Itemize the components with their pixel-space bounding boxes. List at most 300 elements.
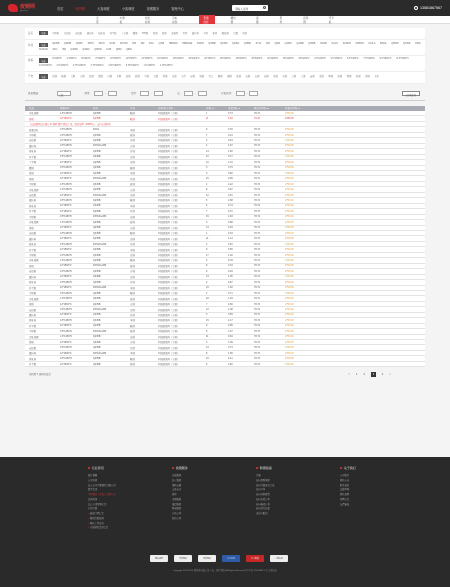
- footer-link[interactable]: 招聘信息: [340, 498, 350, 501]
- nav-item[interactable]: 现货网: [75, 6, 85, 11]
- table-cell: 0.49: [228, 269, 233, 273]
- width-label: 宽度：: [130, 92, 139, 96]
- filter-option[interactable]: 日钢: [107, 76, 113, 79]
- filter-option[interactable]: 45#: [132, 42, 136, 45]
- footer-link[interactable]: 交易安全: [172, 489, 182, 492]
- column-header[interactable]: [89, 106, 126, 110]
- footer-link[interactable]: 品质控制: [88, 498, 98, 501]
- column-header-label: 规格mm: [60, 107, 70, 111]
- filter-option[interactable]: Q460C: [284, 42, 292, 45]
- footer-link[interactable]: 北京东方恒嘉钢铁有限公司: [88, 484, 116, 487]
- filter-option[interactable]: 凌钢: [309, 76, 315, 79]
- filter-option[interactable]: Q235A: [232, 42, 240, 45]
- filter-option[interactable]: A36: [265, 42, 270, 45]
- nav-item[interactable]: 找钢服务: [146, 6, 160, 11]
- table-cell: 冷轧普碳: [29, 112, 39, 116]
- query-button[interactable]: 立即查询: [402, 91, 420, 96]
- filter-option[interactable]: 营口: [208, 76, 214, 79]
- table-cell: 1.67: [228, 144, 233, 148]
- certification-badge[interactable]: 工商认证: [270, 555, 288, 562]
- filter-option[interactable]: 南钢: [254, 76, 260, 79]
- search-input[interactable]: [232, 5, 268, 11]
- footer-link[interactable]: 物流服务: [172, 508, 182, 511]
- filter-option[interactable]: 5.75*1500*C: [125, 65, 139, 68]
- table-row[interactable]: [25, 362, 425, 367]
- table-cell: 78.72: [254, 182, 260, 186]
- filter-option[interactable]: 2.5*1250*C: [56, 65, 69, 68]
- filter-option[interactable]: 焊管: [182, 32, 188, 35]
- table-cell: Q345B: [93, 204, 101, 208]
- table-cell: 0.5*1250*C: [60, 318, 73, 322]
- filter-option[interactable]: 方管: [203, 32, 208, 35]
- filter-option[interactable]: ST12: [255, 42, 262, 45]
- footer-link[interactable]: 网站地图: [340, 494, 350, 496]
- filter-option[interactable]: 9.5*1800*C: [379, 58, 392, 61]
- subnav-item[interactable]: 热轧板卷: [145, 16, 151, 24]
- length-max-input[interactable]: [198, 91, 207, 96]
- footer-link[interactable]: ▪ 其他钢铁资讯信息: [88, 526, 172, 531]
- table-cell: 0.67: [228, 188, 233, 192]
- footer-link[interactable]: 如何查看订单: [256, 498, 270, 501]
- filter-option[interactable]: Q550D: [391, 42, 399, 45]
- filter-option[interactable]: Q345D: [220, 42, 228, 45]
- table-cell: 0.99: [228, 177, 233, 181]
- filter-option[interactable]: Q355D: [243, 42, 252, 45]
- filter-option[interactable]: 20*2000*C: [188, 58, 200, 61]
- footer-link[interactable]: 如何注册成为会员: [256, 484, 275, 487]
- table-cell: 1.47: [228, 329, 233, 333]
- footer-link[interactable]: 法律声明: [340, 489, 350, 492]
- footer-link[interactable]: 钢材运输: [172, 484, 182, 487]
- filter-option[interactable]: 全部: [39, 31, 48, 36]
- filter-option[interactable]: 圆钢: [161, 32, 167, 35]
- filter-option[interactable]: 4.25*1500*C: [108, 65, 122, 68]
- subnav-item[interactable]: 涂镀: [256, 16, 259, 24]
- certification-badge[interactable]: 网站备案: [150, 555, 168, 562]
- filter-option[interactable]: Q345B: [63, 42, 72, 45]
- table-cell: 镀锌卷: [29, 275, 37, 279]
- subnav-item[interactable]: 全部: [96, 16, 99, 24]
- filter-option[interactable]: 10*1500*C: [109, 58, 122, 61]
- filter-option[interactable]: Q390C: [82, 49, 90, 52]
- filter-option[interactable]: 全部: [39, 43, 48, 48]
- filter-option[interactable]: SCM440: [39, 49, 48, 52]
- filter-option[interactable]: 梅钢: [199, 76, 205, 79]
- column-header[interactable]: [224, 106, 250, 110]
- footer-link[interactable]: 我的订单: [172, 517, 182, 520]
- filter-option[interactable]: 济钢: [190, 76, 195, 79]
- filter-option[interactable]: 35*2200*C: [251, 58, 263, 61]
- footer-link[interactable]: 如何进行结算: [256, 508, 270, 511]
- table-cell: 3: [206, 166, 208, 170]
- filter-option[interactable]: Q345C: [75, 42, 83, 45]
- filter-option[interactable]: 沙钢: [52, 76, 57, 79]
- table-cell: 10: [206, 286, 209, 290]
- table-cell: 西城普钢库（金田）: [158, 292, 180, 296]
- filter-option[interactable]: 40*2200*C: [267, 58, 279, 61]
- table-cell: 16: [206, 177, 209, 181]
- footer-link[interactable]: 质检: [172, 494, 177, 496]
- certification-badge[interactable]: 安全联盟: [246, 555, 264, 562]
- filter-option[interactable]: 太钢: [153, 76, 159, 79]
- table-cell: 0.51: [228, 193, 233, 197]
- range-dash: -: [195, 91, 197, 95]
- filter-option[interactable]: 武钢: [89, 76, 94, 79]
- table-cell: 12*1500*C: [60, 286, 72, 290]
- table-cell: 2.17: [228, 318, 233, 322]
- certification-badge[interactable]: 可信网站: [174, 555, 192, 562]
- filter-option[interactable]: DC01: [109, 42, 116, 45]
- filter-option[interactable]: 1.75*1250*C: [159, 65, 173, 68]
- filter-option[interactable]: 马钢: [144, 76, 149, 79]
- footer-link[interactable]: ▪ 网站工作资讯: [88, 522, 172, 527]
- filter-option[interactable]: Q500D: [94, 49, 102, 52]
- filter-option[interactable]: 包钢: [171, 76, 177, 79]
- filter-option[interactable]: Q390B: [308, 42, 316, 45]
- filter-option[interactable]: 线材: [242, 32, 248, 35]
- price-min-input[interactable]: [236, 91, 245, 96]
- filter-option[interactable]: 25*2000*C: [219, 58, 232, 61]
- table-cell: 普板: [29, 226, 34, 230]
- page-link[interactable]: 1: [355, 372, 358, 377]
- footer-link[interactable]: 如何挂牌现货: [256, 494, 270, 496]
- filter-option[interactable]: 花纹板: [75, 32, 83, 35]
- footer-link[interactable]: 友情链接: [340, 503, 350, 506]
- nav-item[interactable]: 小客调度: [121, 6, 135, 11]
- table-cell: 2750.00: [285, 340, 294, 344]
- table-cell: 0.73: [228, 346, 233, 350]
- footer-link[interactable]: 如何下单: [256, 489, 266, 492]
- filter-option[interactable]: 杭钢: [355, 76, 361, 79]
- table-cell: 0.74: [228, 204, 233, 208]
- filter-option[interactable]: 6*1500*C: [81, 58, 91, 61]
- filter-option[interactable]: 酒钢: [346, 76, 352, 79]
- filter-option[interactable]: 20#: [140, 42, 145, 45]
- filter-option[interactable]: 宁钢: [291, 76, 297, 79]
- table-cell: 0.5*1250*C: [60, 308, 73, 312]
- subnav-item[interactable]: 螺纹钢: [230, 16, 236, 24]
- table-cell: 12*1500*C: [60, 362, 72, 366]
- nav-item[interactable]: 首页: [57, 6, 64, 11]
- table-cell: 0.5*1250*C: [60, 182, 73, 186]
- filter-option[interactable]: B510L: [380, 42, 387, 45]
- subnav-item[interactable]: 型材: [279, 16, 283, 24]
- nav-item[interactable]: 管理中心: [171, 6, 184, 11]
- table-cell: 本钢: [130, 319, 135, 323]
- filter-option[interactable]: 22*1500*C: [204, 58, 216, 61]
- subnav-item[interactable]: 开平板: [328, 16, 334, 24]
- filter-option[interactable]: SS490: [320, 42, 327, 45]
- filter-option[interactable]: 无缝管: [171, 32, 179, 35]
- table-header: [25, 106, 425, 112]
- table-cell: 2750.00: [285, 362, 294, 366]
- subnav-item[interactable]: 冷轧板卷: [172, 16, 178, 24]
- filter-option[interactable]: 鞍钢: [61, 76, 67, 79]
- prev-page-button[interactable]: <: [348, 372, 350, 377]
- filter-option[interactable]: 14*1500*C: [141, 58, 153, 61]
- table-cell: Q345B: [93, 362, 101, 366]
- filter-option[interactable]: SPCC: [98, 42, 105, 45]
- next-page-button[interactable]: >: [389, 372, 391, 377]
- filter-option[interactable]: 昆钢: [337, 76, 343, 79]
- table-cell: 12*1500*C: [60, 324, 72, 328]
- filter-option[interactable]: 50*2200*C: [298, 58, 310, 61]
- filter-option[interactable]: 12*1500*C: [125, 58, 137, 61]
- filter-option[interactable]: 湘钢: [227, 76, 232, 79]
- filter-option[interactable]: HRB400E: [182, 42, 193, 45]
- footer-link[interactable]: 在线订单: [172, 513, 182, 515]
- table-cell: Q235B: [93, 117, 101, 121]
- footer-link[interactable]: 如何修改订单: [256, 503, 270, 506]
- table-cell: Q235B: [93, 313, 101, 317]
- footer-link[interactable]: 统计数据: [88, 475, 98, 477]
- sort-arrow-icon[interactable]: [212, 108, 214, 109]
- table-cell: 78.72: [254, 209, 260, 213]
- sort-arrow-icon[interactable]: [298, 108, 300, 109]
- logo-mark-icon: [8, 4, 18, 12]
- table-cell: 78.72: [254, 237, 260, 241]
- table-cell: Q345B: [93, 340, 101, 344]
- column-header[interactable]: [250, 106, 281, 110]
- footer-link[interactable]: 仓储服务: [172, 475, 182, 477]
- filter-option[interactable]: 首钢: [70, 76, 76, 79]
- table-cell: 78.72: [254, 144, 260, 148]
- footer-link[interactable]: 在线注册: [88, 508, 98, 511]
- table-cell: 西城普钢库（金田）: [158, 259, 180, 263]
- filter-option[interactable]: H型钢: [141, 32, 149, 35]
- sort-arrow-icon[interactable]: [267, 108, 269, 109]
- filter-option[interactable]: 邯钢: [98, 76, 103, 79]
- table-cell: 2750.00: [285, 133, 294, 137]
- filter-option[interactable]: 角钢: [152, 32, 158, 35]
- filter-option[interactable]: 攀钢: [328, 76, 333, 79]
- filter-option[interactable]: 11.5*1800*C: [396, 58, 409, 61]
- table-cell: 西城普钢库（金田）: [158, 232, 180, 236]
- filter-option[interactable]: 3.75*1500*C: [90, 65, 104, 68]
- filter-option[interactable]: 中厚板: [52, 32, 60, 35]
- filter-option[interactable]: 槽钢: [132, 32, 138, 35]
- filter-option[interactable]: 热轧卷: [98, 32, 106, 35]
- filter-option[interactable]: 镀锌管: [191, 32, 199, 35]
- table-cell: 2750.00: [285, 242, 294, 246]
- subnav-item[interactable]: 中厚板: [119, 16, 125, 24]
- column-header[interactable]: [56, 106, 89, 110]
- filter-option[interactable]: 8*1800*C: [95, 58, 106, 61]
- table-cell: 西城普钢库（金田）: [158, 254, 180, 257]
- certification-badge[interactable]: 安全认证: [222, 555, 240, 562]
- table-cell: 2750.00: [285, 264, 294, 268]
- table-cell: 开平板: [29, 155, 37, 159]
- filter-option[interactable]: 本钢: [116, 76, 122, 79]
- table-cell: 1.52: [228, 149, 233, 153]
- filter-option[interactable]: SPHC: [87, 42, 94, 45]
- table-cell: DX51D+Z80: [93, 215, 107, 219]
- filter-option[interactable]: 承钢: [273, 76, 278, 79]
- footer-link[interactable]: 中国钢铁工业协会有限公司: [88, 494, 116, 496]
- price-max-input[interactable]: [246, 91, 258, 96]
- filter-option[interactable]: 螺纹钢: [221, 32, 229, 35]
- filter-option[interactable]: 13.5*2000*C: [39, 65, 53, 68]
- width-min-input[interactable]: [140, 91, 149, 96]
- filter-option[interactable]: 唐钢: [162, 76, 168, 79]
- thickness-max-input[interactable]: [108, 91, 117, 96]
- filter-option[interactable]: 安钢: [245, 76, 251, 79]
- filter-option[interactable]: 全部: [39, 74, 48, 79]
- filter-option[interactable]: 30*2000*C: [235, 58, 247, 61]
- subnav-item[interactable]: 普通线材: [199, 15, 214, 25]
- filter-option[interactable]: 45*2200*C: [282, 58, 294, 61]
- filter-option[interactable]: HRB400: [168, 42, 178, 45]
- width-max-input[interactable]: [154, 91, 163, 96]
- footer-link[interactable]: ▪ 最新行情信息: [88, 512, 172, 517]
- thickness-min-input[interactable]: [94, 91, 103, 96]
- table-cell: 2750.00: [285, 166, 294, 170]
- table-cell: Q235B: [93, 138, 101, 142]
- filter-option[interactable]: 矩管: [212, 32, 218, 35]
- table-cell: 西城普钢库（金田）: [158, 215, 180, 219]
- column-header-label: 重量(吨): [228, 107, 238, 111]
- filter-option[interactable]: 莱钢: [263, 76, 269, 79]
- footer-link[interactable]: 采购服务: [172, 498, 182, 501]
- length-min-input[interactable]: [184, 91, 193, 96]
- table-cell: 12*1500*C: [60, 237, 72, 241]
- filter-option[interactable]: 16Mn: [415, 42, 421, 45]
- table-cell: 鞍钢: [130, 259, 135, 263]
- filter-option[interactable]: 16*2000*C: [157, 58, 169, 61]
- table-cell: Q235B: [93, 198, 101, 202]
- filter-option[interactable]: SS400: [196, 42, 204, 45]
- filter-option[interactable]: 重钢: [319, 76, 324, 79]
- filter-option[interactable]: 35#: [62, 49, 66, 52]
- filter-option[interactable]: 宝钢: [79, 76, 85, 79]
- page-link[interactable]: 3: [372, 372, 375, 377]
- filter-option[interactable]: Q890: [115, 49, 122, 52]
- filter-option[interactable]: 开平板: [109, 32, 117, 35]
- filter-option[interactable]: CCS-A: [368, 42, 376, 45]
- page-link[interactable]: 4: [381, 372, 384, 377]
- filter-option[interactable]: Q355B: [208, 42, 216, 45]
- filter-option[interactable]: 4*1500*C: [66, 58, 77, 61]
- page-link[interactable]: 2: [363, 372, 366, 377]
- filter-option[interactable]: 3.5*1250*C: [314, 58, 327, 61]
- filter-option[interactable]: 2.75*1250*C: [72, 65, 86, 68]
- table-cell: 0.5*1250*C: [60, 253, 73, 257]
- filter-option[interactable]: Q690: [274, 42, 281, 45]
- table-cell: 西城普钢库（金田）: [158, 221, 180, 225]
- footer-link[interactable]: 如何找到钢材: [256, 479, 270, 482]
- filter-option[interactable]: 1.5*1250*C: [143, 65, 156, 68]
- filter-option[interactable]: Q195: [158, 42, 165, 45]
- city-dropdown[interactable]: 上海: [57, 91, 71, 96]
- footer-link[interactable]: ▪ 钢铁指数新闻: [88, 517, 172, 522]
- filter-option[interactable]: S235JR: [342, 42, 351, 45]
- filter-option[interactable]: 涟钢: [236, 76, 241, 79]
- filter-option[interactable]: 八钢: [300, 76, 306, 79]
- footer-link[interactable]: 公司简介: [340, 475, 350, 477]
- footer-link[interactable]: 北京公司财务信息: [88, 503, 107, 506]
- site-logo[interactable]: [8, 4, 35, 12]
- column-header[interactable]: [126, 106, 154, 110]
- footer-link[interactable]: 股票资讯: [88, 489, 98, 492]
- filter-option[interactable]: 工字钢: [121, 32, 129, 35]
- column-header[interactable]: [281, 106, 425, 110]
- filter-option[interactable]: Q420B: [296, 42, 304, 45]
- filter-option[interactable]: SGCC: [331, 42, 339, 45]
- filter-option[interactable]: Q460D: [70, 49, 78, 52]
- nav-item[interactable]: 大客调度: [96, 6, 110, 11]
- table-cell: 2750.00: [285, 329, 294, 333]
- filter-option[interactable]: 全部: [39, 58, 48, 63]
- table-cell: 1.83: [228, 215, 233, 219]
- filter-option[interactable]: 18*1500*C: [172, 58, 184, 61]
- column-header[interactable]: [25, 106, 56, 110]
- footer-link[interactable]: 自提与配送: [256, 513, 268, 515]
- filter-option[interactable]: 7.5*1500*C: [363, 58, 376, 61]
- filter-option[interactable]: 荣程: [374, 76, 379, 79]
- table-cell: 10: [206, 160, 209, 164]
- filter-option[interactable]: Q960: [126, 49, 132, 52]
- promo-notice[interactable]: 上海废钢物资有限公司 钢材 现货 精品上架，低价处理（9087吨），支持在线购买: [25, 122, 425, 127]
- filter-option[interactable]: 镀锌卷: [86, 32, 94, 35]
- filter-option[interactable]: 6.5*1500*C: [346, 58, 359, 61]
- filter-option[interactable]: 兴澄: [181, 76, 186, 79]
- footer-link[interactable]: 网站公告: [340, 479, 350, 482]
- filter-option[interactable]: 1045: [106, 49, 112, 52]
- footer-link[interactable]: 联系我们: [340, 484, 350, 487]
- column-header[interactable]: [154, 106, 202, 110]
- table-cell: 沙钢: [130, 215, 135, 219]
- filter-option[interactable]: 3*1250*C: [52, 58, 63, 61]
- subnav-item[interactable]: 优特钢: [303, 16, 309, 24]
- filter-option[interactable]: 冷轧板: [63, 32, 71, 35]
- table-cell: 15: [206, 215, 209, 219]
- table-cell: 2.22: [228, 182, 233, 186]
- footer-link[interactable]: 公司业务: [88, 479, 98, 482]
- filter-option[interactable]: Q345R: [403, 42, 411, 45]
- filter-option[interactable]: DC51D: [120, 42, 128, 45]
- filter-option[interactable]: Q235B: [52, 42, 60, 45]
- filter-option[interactable]: 5.5*1500*C: [330, 58, 343, 61]
- table-cell: 开平板: [29, 363, 37, 367]
- certification-badge[interactable]: 诚信网站: [198, 555, 216, 562]
- table-cell: 78.72: [254, 286, 260, 290]
- table-cell: 西城普钢库（金田）: [158, 194, 180, 198]
- filter-option[interactable]: 40Cr: [149, 42, 154, 45]
- search-icon[interactable]: [263, 6, 266, 9]
- footer-link[interactable]: 加工服务: [172, 479, 182, 482]
- table-cell: 78.72: [254, 335, 260, 339]
- footer-link[interactable]: 注册: [256, 475, 261, 477]
- filter-option[interactable]: 盘螺: [233, 32, 238, 35]
- footer-link[interactable]: 融资服务: [172, 503, 182, 506]
- table-cell: 2750.00: [285, 128, 294, 132]
- table-cell: 78.72: [254, 171, 260, 175]
- table-cell: 12*1500*C: [60, 351, 72, 355]
- filter-option[interactable]: 天钢: [282, 76, 287, 79]
- column-header[interactable]: [202, 106, 224, 110]
- table-cell: 4: [206, 340, 208, 344]
- table-cell: 冷轧普碳: [29, 221, 39, 225]
- table-cell: 8: [206, 264, 208, 268]
- sort-arrow-icon[interactable]: [238, 108, 240, 109]
- filter-option[interactable]: 韶钢: [135, 76, 140, 79]
- filter-option[interactable]: 柳钢: [217, 76, 223, 79]
- table-cell: 冷轧普碳: [29, 259, 39, 263]
- filter-option[interactable]: 萍钢: [365, 76, 370, 79]
- filter-option[interactable]: 20Cr: [52, 49, 58, 52]
- filter-option[interactable]: S355JR: [355, 42, 364, 45]
- filter-option[interactable]: 新钢: [125, 76, 131, 79]
